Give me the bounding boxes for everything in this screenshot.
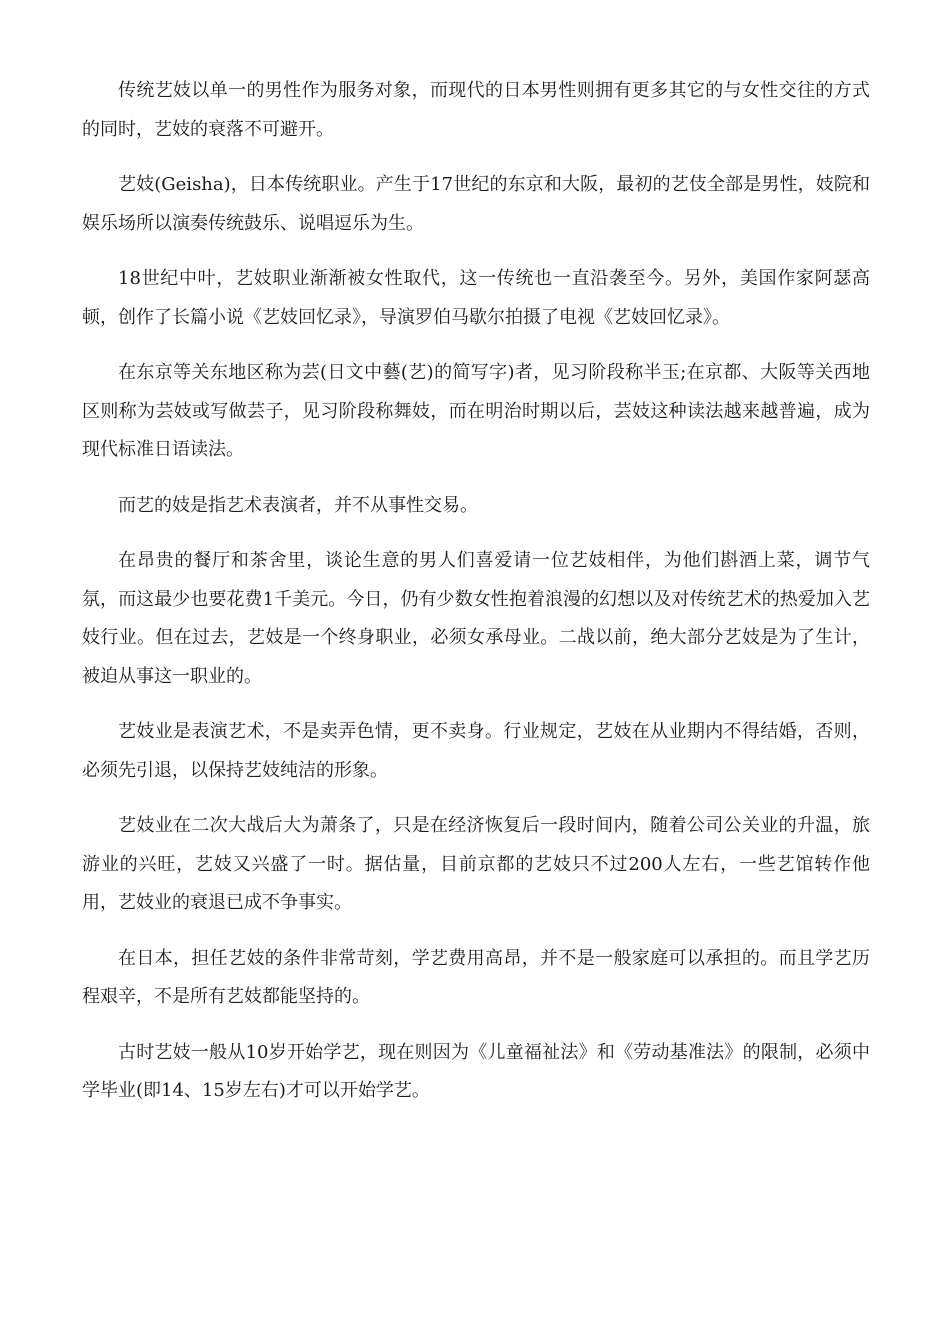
paragraph: 在日本，担任艺妓的条件非常苛刻，学艺费用高昂，并不是一般家庭可以承担的。而且学艺历程艰辛，不是所有艺妓都能坚持的。 xyxy=(82,947,870,1007)
paragraph: 而艺的妓是指艺术表演者，并不从事性交易。 xyxy=(118,494,478,516)
paragraph: 在东京等关东地区称为芸(日文中藝(艺)的简写字)者，见习阶段称半玉;在京都、大阪等关西地区则称为芸妓或写做芸子，见习阶段称舞妓，而在明治时期以后，芸妓这种读法越来越普遍，成为现代标准日语读法。 xyxy=(82,362,870,460)
paragraph: 传统艺妓以单一的男性作为服务对象，而现代的日本男性则拥有更多其它的与女性交往的方式的同时，艺妓的衰落不可避开。 xyxy=(82,80,870,140)
paragraph: 在昂贵的餐厅和茶舍里，谈论生意的男人们喜爱请一位艺妓相伴，为他们斟酒上菜，调节气氛，而这最少也要花费1千美元。今日，仍有少数女性抱着浪漫的幻想以及对传统艺术的热爱加入艺妓行业。但在过去，艺妓是一个终身职业，必须女承母业。二战以前，绝大部分艺妓是为了生计，被迫从事这一职业的。 xyxy=(82,550,870,687)
paragraph: 艺妓(Geisha)，日本传统职业。产生于17世纪的东京和大阪，最初的艺伎全部是男性，妓院和娱乐场所以演奏传统鼓乐、说唱逗乐为生。 xyxy=(82,174,870,234)
document-body xyxy=(82,72,870,1128)
paragraph: 18世纪中叶，艺妓职业渐渐被女性取代，这一传统也一直沿袭至今。另外，美国作家阿瑟高顿，创作了长篇小说《艺妓回忆录》，导演罗伯马歇尔拍摄了电视《艺妓回忆录》。 xyxy=(82,268,870,328)
paragraph: 古时艺妓一般从10岁开始学艺，现在则因为《儿童福祉法》和《劳动基准法》的限制，必须中学毕业(即14、15岁左右)才可以开始学艺。 xyxy=(82,1041,870,1101)
paragraph: 艺妓业在二次大战后大为萧条了，只是在经济恢复后一段时间内，随着公司公关业的升温，旅游业的兴旺，艺妓又兴盛了一时。据估量，目前京都的艺妓只不过200人左右，一些艺馆转作他用，艺妓业的衰退已成不争事实。 xyxy=(82,815,870,913)
paragraph: 艺妓业是表演艺术，不是卖弄色情，更不卖身。行业规定，艺妓在从业期内不得结婚，否则，必须先引退，以保持艺妓纯洁的形象。 xyxy=(82,721,870,781)
